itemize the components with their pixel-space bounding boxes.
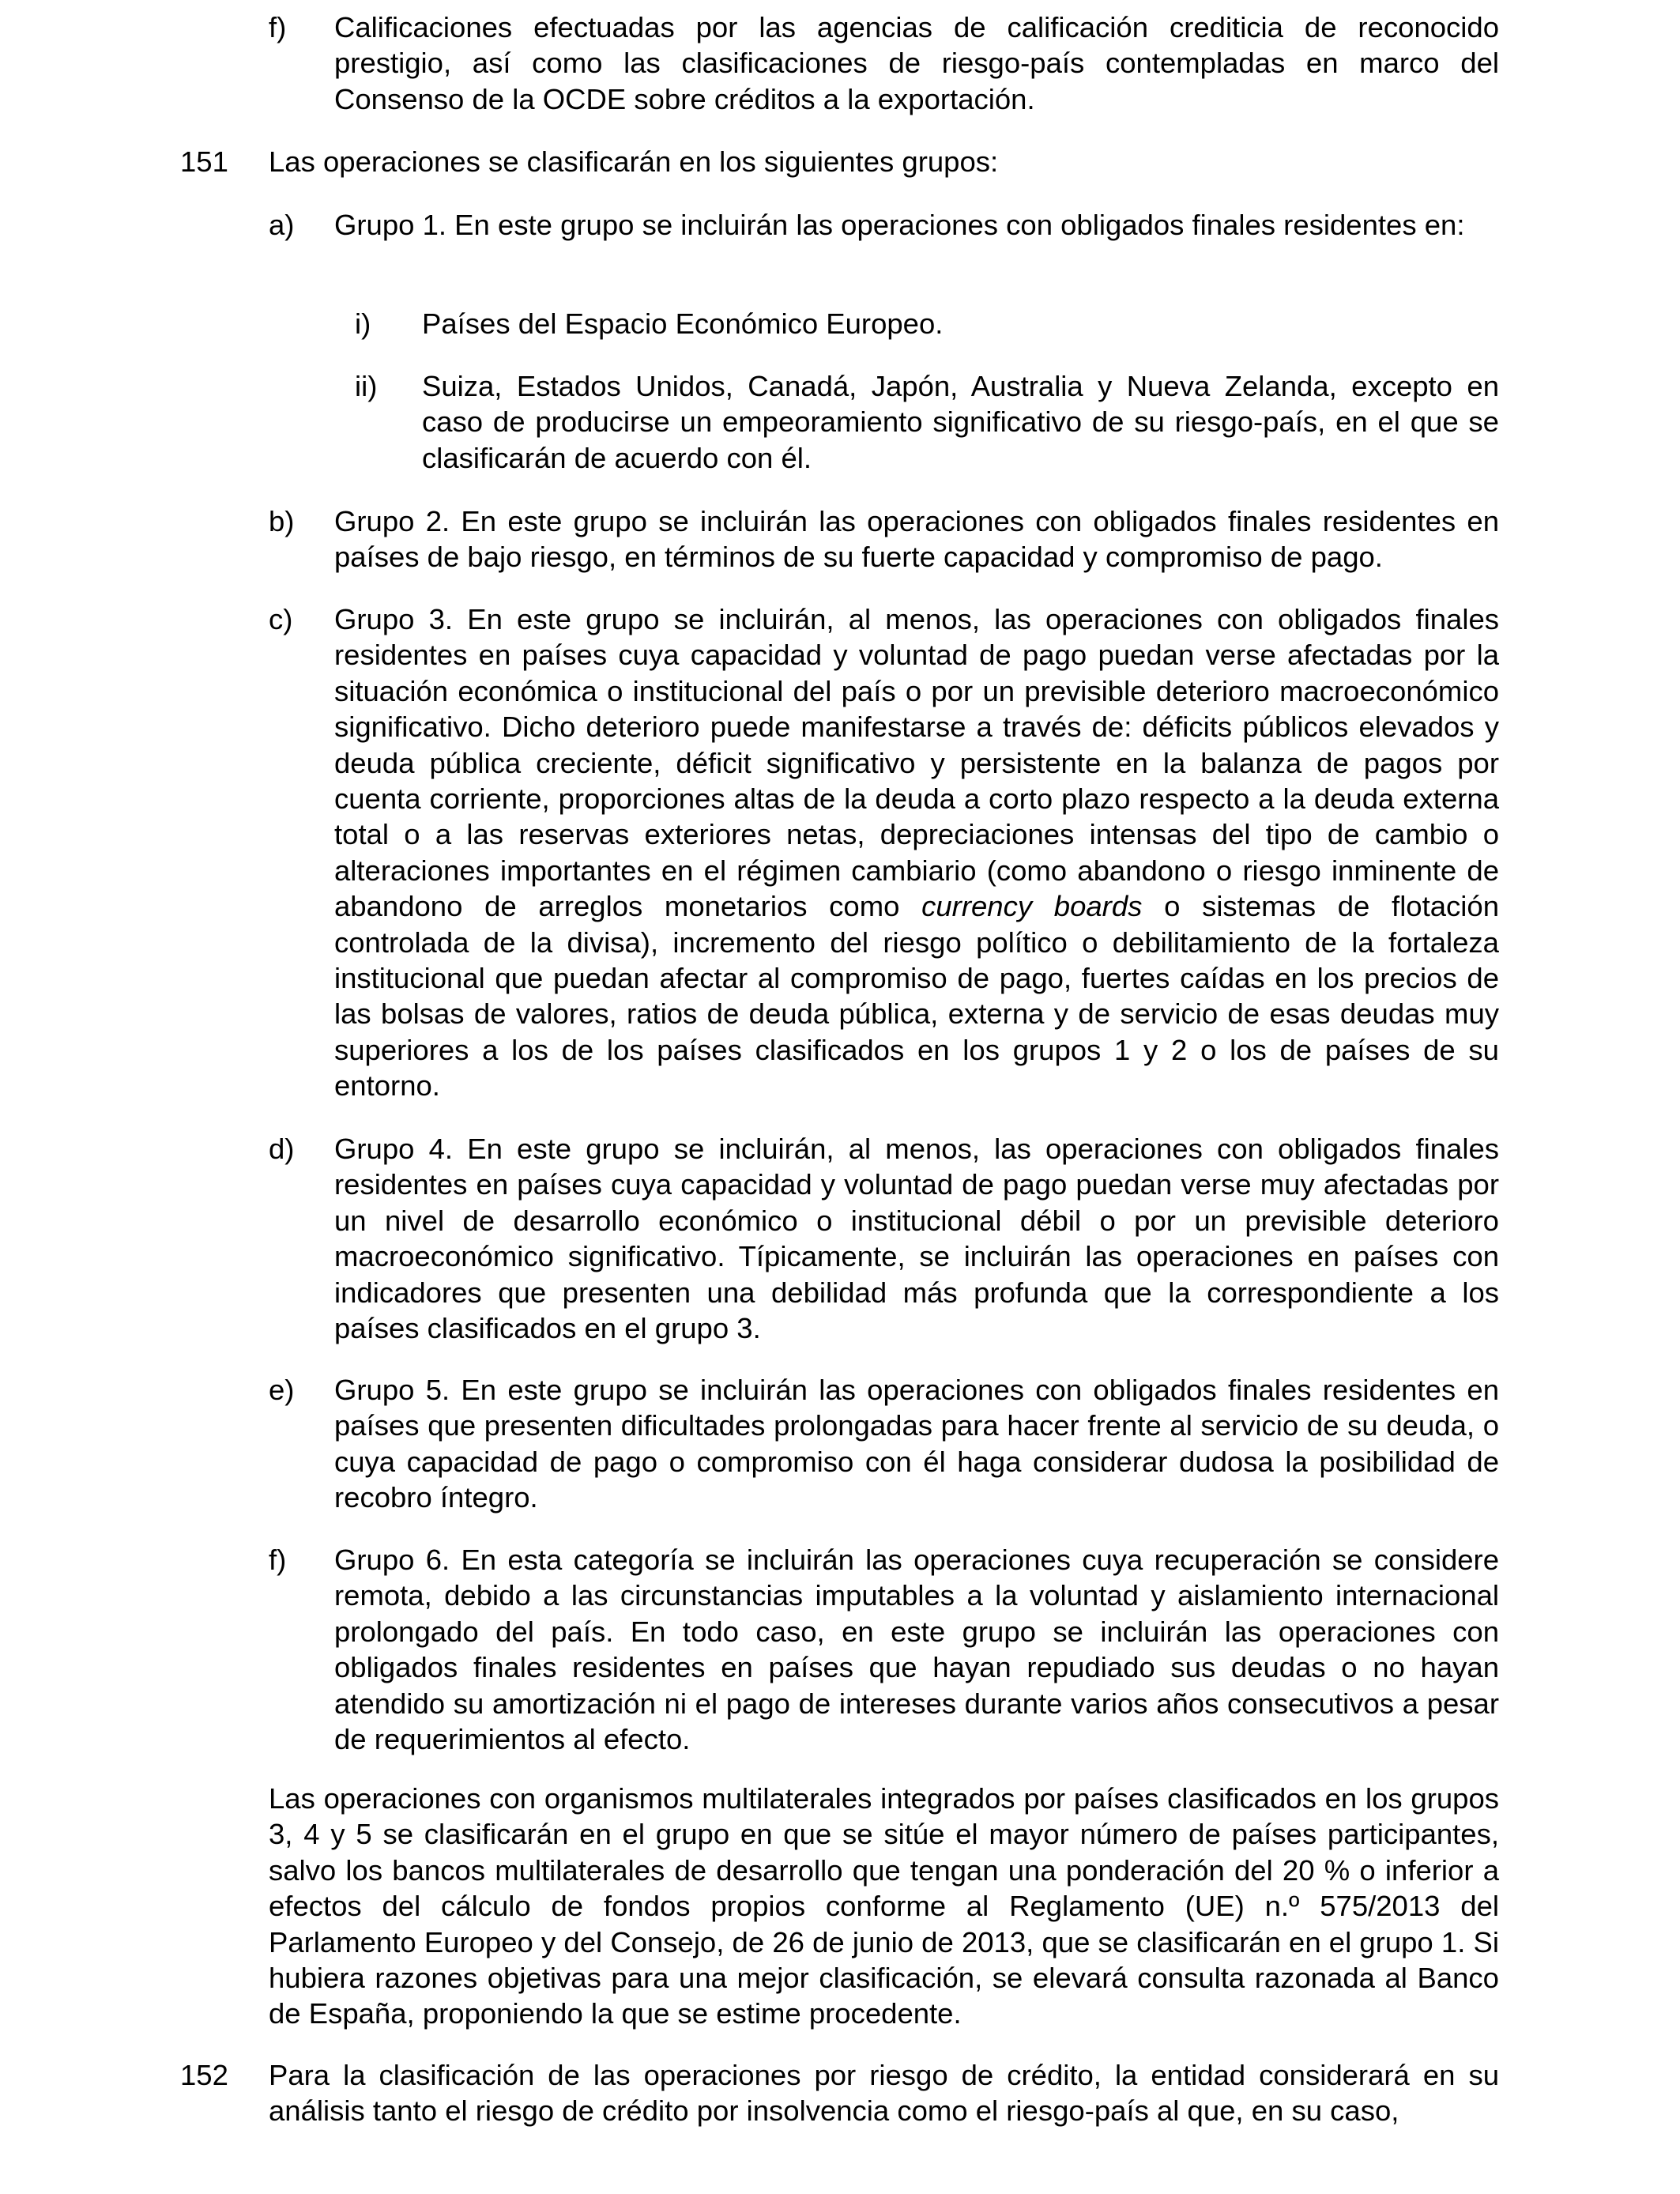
list-item-text: Grupo 2. En este grupo se incluirán las operaciones con obligados finales residentes en países de bajo riesgo, en términos de su fuerte capacidad y compromiso de pago. [334,505,1499,574]
text-segment: o sistemas de flotación controlada de la divisa), incremento del riesgo político o debilitamiento de la fortaleza institucional que puedan afectar al compromiso de pago, fuertes caídas en los precios de las bolsas de valores, ratios de deuda pública, externa y de servicio de esas deudas muy superiores a los de los países clasificados en los grupos 1 y 2 o los de países de su entorno. [334,890,1499,1103]
list-marker: d) [269,1133,295,1165]
text-segment: Grupo 3. En este grupo se incluirán, al menos, las operaciones con obligados finales residentes en países cuya capacidad y voluntad de pago puedan verse afectadas por la situación económica o institucional del país o por un previsible deterioro macroeconómico significativo. Dicho deterioro puede manifestarse a través de: déficits públicos elevados y deuda pública creciente, déficit significativo y persistente en la balanza de pagos por cuenta corriente, proporciones altas de la deuda a corto plazo respecto a la deuda externa total o a las reservas exteriores netas, depreciaciones intensas del tipo de cambio o alteraciones importantes en el régimen cambiario (como abandono o riesgo inminente de abandono de arreglos monetarios como [334,603,1499,923]
paragraph-text: Las operaciones con organismos multilaterales integrados por países clasificados en los grupos 3, 4 y 5 se clasificarán en el grupo en que se sitúe el mayor número de países participantes, salvo los bancos multilaterales de desarrollo que tengan una ponderación del 20 % o inferior a efectos del cálculo de fondos propios conforme al Reglamento (UE) n.º 575/2013 del Parlamento Europeo y del Consejo, de 26 de junio de 2013, que se clasificarán en el grupo 1. Si hubiera razones objetivas para una mejor clasificación, se elevará consulta razonada al Banco de España, proponiendo la que se estime procedente. [269,1782,1499,2030]
paragraph-text: Para la clasificación de las operaciones por riesgo de crédito, la entidad considerará en su análisis tanto el riesgo de crédito por insolvencia como el riesgo-país al que, en su caso, [269,2059,1499,2128]
list-item-text: Grupo 1. En este grupo se incluirán las operaciones con obligados finales residentes en: [334,209,1465,241]
list-item-text: Grupo 6. En esta categoría se incluirán las operaciones cuya recuperación se considere remota, debido a las circunstancias imputables a la voluntad y aislamiento internacional prolongado del país. En todo caso, en este grupo se incluirán las operaciones con obligados finales residentes en países que hayan repudiado sus deudas o no hayan atendido su amortización ni el pago de intereses durante varios años consecutivos a pesar de requerimientos al efecto. [334,1544,1499,1756]
list-marker: f) [269,1544,287,1576]
list-item-text [334,601,1499,1104]
list-marker: b) [269,505,295,537]
sublist-item-text: Suiza, Estados Unidos, Canadá, Japón, Australia y Nueva Zelanda, excepto en caso de producirse un empeoramiento significativo de su riesgo-país, en el que se clasificarán de acuerdo con él. [422,370,1499,474]
list-marker: f) [269,11,287,43]
list-marker: c) [269,603,293,635]
sublist-marker: i) [355,307,371,340]
sublist-marker: ii) [355,370,378,402]
paragraph-number: 152 [180,2059,228,2091]
list-item-text: Grupo 5. En este grupo se incluirán las operaciones con obligados finales residentes en países que presenten dificultades prolongadas para hacer frente al servicio de su deuda, o cuya capacidad de pago o compromiso con él haga considerar dudosa la posibilidad de recobro íntegro. [334,1374,1499,1514]
sublist-item-text: Países del Espacio Económico Europeo. [422,307,944,340]
list-marker: e) [269,1374,295,1406]
paragraph-number: 151 [180,145,228,178]
list-item-text: Calificaciones efectuadas por las agencias de calificación crediticia de reconocido prestigio, así como las clasificaciones de riesgo-país contempladas en marco del Consenso de la OCDE sobre créditos a la exportación. [334,11,1499,115]
list-marker: a) [269,209,295,241]
italic-term: currency boards [921,890,1143,923]
list-item-text: Grupo 4. En este grupo se incluirán, al menos, las operaciones con obligados finales residentes en países cuya capacidad y voluntad de pago puedan verse muy afectadas por un nivel de desarrollo económico o institucional débil o por un previsible deterioro macroeconómico significativo. Típicamente, se incluirán las operaciones en países con indicadores que presenten una debilidad más profunda que la correspondiente a los países clasificados en el grupo 3. [334,1133,1499,1345]
paragraph-text: Las operaciones se clasificarán en los siguientes grupos: [269,145,999,178]
